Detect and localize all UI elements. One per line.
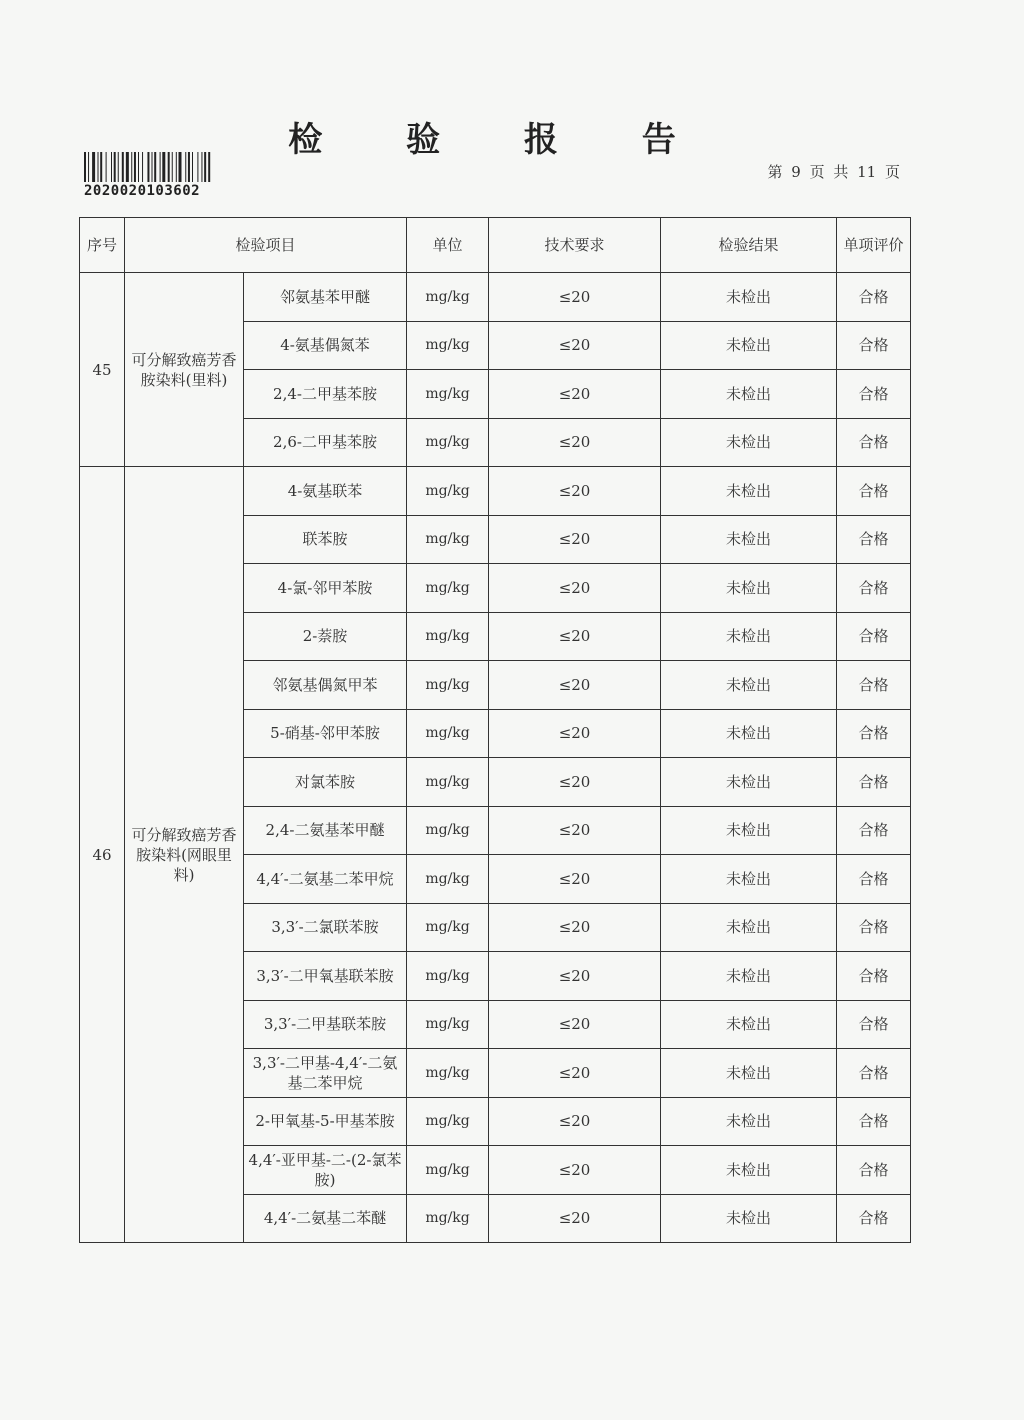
result-cell: 未检出 bbox=[661, 952, 837, 1001]
evaluation-cell: 合格 bbox=[837, 952, 911, 1001]
result-cell: 未检出 bbox=[661, 1049, 837, 1098]
sub-item-cell: 2,4-二氨基苯甲醚 bbox=[244, 806, 407, 855]
unit-cell: mg/kg bbox=[407, 758, 489, 807]
table-header-row bbox=[80, 218, 911, 273]
barcode bbox=[84, 152, 242, 182]
evaluation-cell: 合格 bbox=[837, 467, 911, 516]
evaluation-cell: 合格 bbox=[837, 903, 911, 952]
result-cell: 未检出 bbox=[661, 370, 837, 419]
evaluation-cell: 合格 bbox=[837, 515, 911, 564]
unit-cell: mg/kg bbox=[407, 806, 489, 855]
unit-cell: mg/kg bbox=[407, 1097, 489, 1146]
sub-item-cell: 2-萘胺 bbox=[244, 612, 407, 661]
requirement-cell: ≤20 bbox=[489, 758, 661, 807]
result-cell: 未检出 bbox=[661, 709, 837, 758]
unit-cell: mg/kg bbox=[407, 661, 489, 710]
sub-item-cell: 邻氨基偶氮甲苯 bbox=[244, 661, 407, 710]
result-cell: 未检出 bbox=[661, 855, 837, 904]
unit-cell: mg/kg bbox=[407, 467, 489, 516]
unit-cell: mg/kg bbox=[407, 1146, 489, 1195]
evaluation-cell: 合格 bbox=[837, 806, 911, 855]
result-cell: 未检出 bbox=[661, 903, 837, 952]
unit-cell: mg/kg bbox=[407, 1194, 489, 1243]
result-cell: 未检出 bbox=[661, 1000, 837, 1049]
requirement-cell: ≤20 bbox=[489, 1097, 661, 1146]
requirement-cell: ≤20 bbox=[489, 903, 661, 952]
evaluation-cell: 合格 bbox=[837, 855, 911, 904]
result-cell: 未检出 bbox=[661, 467, 837, 516]
unit-cell: mg/kg bbox=[407, 709, 489, 758]
result-cell: 未检出 bbox=[661, 418, 837, 467]
sub-item-cell: 2,6-二甲基苯胺 bbox=[244, 418, 407, 467]
sub-item-cell: 3,3′-二甲基联苯胺 bbox=[244, 1000, 407, 1049]
header-seq: 序号 bbox=[80, 218, 125, 273]
header-unit: 单位 bbox=[407, 218, 489, 273]
requirement-cell: ≤20 bbox=[489, 612, 661, 661]
sub-item-cell: 4-氨基联苯 bbox=[244, 467, 407, 516]
unit-cell: mg/kg bbox=[407, 612, 489, 661]
result-cell: 未检出 bbox=[661, 321, 837, 370]
sub-item-cell: 5-硝基-邻甲苯胺 bbox=[244, 709, 407, 758]
evaluation-cell: 合格 bbox=[837, 1000, 911, 1049]
requirement-cell: ≤20 bbox=[489, 806, 661, 855]
result-cell: 未检出 bbox=[661, 273, 837, 322]
seq-cell: 45 bbox=[80, 273, 125, 467]
requirement-cell: ≤20 bbox=[489, 661, 661, 710]
result-cell: 未检出 bbox=[661, 758, 837, 807]
sub-item-cell: 4-氯-邻甲苯胺 bbox=[244, 564, 407, 613]
unit-cell: mg/kg bbox=[407, 1049, 489, 1098]
item-name-cell: 可分解致癌芳香胺染料(里料) bbox=[125, 273, 244, 467]
sub-item-cell: 邻氨基苯甲醚 bbox=[244, 273, 407, 322]
sub-item-cell: 2-甲氧基-5-甲基苯胺 bbox=[244, 1097, 407, 1146]
result-cell: 未检出 bbox=[661, 806, 837, 855]
page-info: 第 9 页 共 11 页 bbox=[767, 163, 900, 181]
requirement-cell: ≤20 bbox=[489, 1146, 661, 1195]
sub-item-cell: 4,4′-二氨基二苯甲烷 bbox=[244, 855, 407, 904]
sub-item-cell: 4,4′-二氨基二苯醚 bbox=[244, 1194, 407, 1243]
unit-cell: mg/kg bbox=[407, 952, 489, 1001]
requirement-cell: ≤20 bbox=[489, 370, 661, 419]
evaluation-cell: 合格 bbox=[837, 418, 911, 467]
evaluation-cell: 合格 bbox=[837, 1097, 911, 1146]
header-item: 检验项目 bbox=[125, 218, 407, 273]
requirement-cell: ≤20 bbox=[489, 709, 661, 758]
requirement-cell: ≤20 bbox=[489, 1000, 661, 1049]
evaluation-cell: 合格 bbox=[837, 1049, 911, 1098]
evaluation-cell: 合格 bbox=[837, 758, 911, 807]
result-cell: 未检出 bbox=[661, 661, 837, 710]
result-cell: 未检出 bbox=[661, 612, 837, 661]
seq-cell: 46 bbox=[80, 467, 125, 1243]
unit-cell: mg/kg bbox=[407, 273, 489, 322]
sub-item-cell: 联苯胺 bbox=[244, 515, 407, 564]
sub-item-cell: 4-氨基偶氮苯 bbox=[244, 321, 407, 370]
header-result: 检验结果 bbox=[661, 218, 837, 273]
item-name-cell: 可分解致癌芳香胺染料(网眼里料) bbox=[125, 467, 244, 1243]
barcode-number: 2020020103602 bbox=[84, 183, 201, 199]
evaluation-cell: 合格 bbox=[837, 564, 911, 613]
result-cell: 未检出 bbox=[661, 515, 837, 564]
evaluation-cell: 合格 bbox=[837, 1194, 911, 1243]
evaluation-cell: 合格 bbox=[837, 370, 911, 419]
unit-cell: mg/kg bbox=[407, 418, 489, 467]
sub-item-cell: 4,4′-亚甲基-二-(2-氯苯胺) bbox=[244, 1146, 407, 1195]
result-cell: 未检出 bbox=[661, 1146, 837, 1195]
sub-item-cell: 3,3′-二甲基-4,4′-二氨基二苯甲烷 bbox=[244, 1049, 407, 1098]
evaluation-cell: 合格 bbox=[837, 709, 911, 758]
report-title: 检 验 报 告 bbox=[288, 120, 712, 160]
unit-cell: mg/kg bbox=[407, 1000, 489, 1049]
unit-cell: mg/kg bbox=[407, 564, 489, 613]
unit-cell: mg/kg bbox=[407, 855, 489, 904]
requirement-cell: ≤20 bbox=[489, 855, 661, 904]
sub-item-cell: 2,4-二甲基苯胺 bbox=[244, 370, 407, 419]
requirement-cell: ≤20 bbox=[489, 418, 661, 467]
table-row bbox=[80, 273, 911, 322]
evaluation-cell: 合格 bbox=[837, 321, 911, 370]
requirement-cell: ≤20 bbox=[489, 467, 661, 516]
requirement-cell: ≤20 bbox=[489, 1049, 661, 1098]
result-cell: 未检出 bbox=[661, 1097, 837, 1146]
evaluation-cell: 合格 bbox=[837, 273, 911, 322]
inspection-table bbox=[79, 217, 911, 1243]
requirement-cell: ≤20 bbox=[489, 564, 661, 613]
sub-item-cell: 3,3′-二氯联苯胺 bbox=[244, 903, 407, 952]
sub-item-cell: 3,3′-二甲氧基联苯胺 bbox=[244, 952, 407, 1001]
requirement-cell: ≤20 bbox=[489, 321, 661, 370]
unit-cell: mg/kg bbox=[407, 370, 489, 419]
unit-cell: mg/kg bbox=[407, 903, 489, 952]
table-row bbox=[80, 467, 911, 516]
header-evaluation: 单项评价 bbox=[837, 218, 911, 273]
evaluation-cell: 合格 bbox=[837, 612, 911, 661]
evaluation-cell: 合格 bbox=[837, 1146, 911, 1195]
requirement-cell: ≤20 bbox=[489, 952, 661, 1001]
sub-item-cell: 对氯苯胺 bbox=[244, 758, 407, 807]
unit-cell: mg/kg bbox=[407, 515, 489, 564]
unit-cell: mg/kg bbox=[407, 321, 489, 370]
requirement-cell: ≤20 bbox=[489, 515, 661, 564]
requirement-cell: ≤20 bbox=[489, 1194, 661, 1243]
requirement-cell: ≤20 bbox=[489, 273, 661, 322]
header-requirement: 技术要求 bbox=[489, 218, 661, 273]
result-cell: 未检出 bbox=[661, 1194, 837, 1243]
evaluation-cell: 合格 bbox=[837, 661, 911, 710]
result-cell: 未检出 bbox=[661, 564, 837, 613]
